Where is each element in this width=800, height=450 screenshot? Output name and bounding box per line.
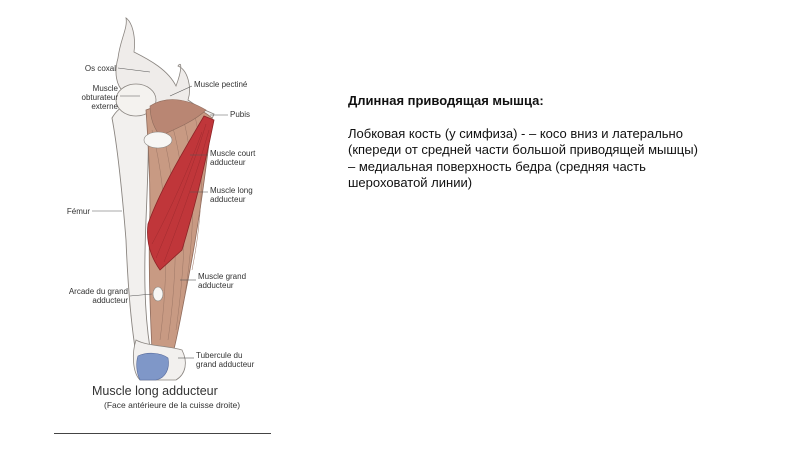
label-grand: Muscle grand adducteur	[198, 272, 247, 290]
label-femur: Fémur	[66, 207, 90, 216]
label-arcade: Arcade du grand adducteur	[68, 287, 128, 305]
description-heading: Длинная приводящая мышца:	[348, 93, 544, 108]
description-text	[348, 93, 768, 192]
label-court: Muscle court adducteur	[210, 149, 256, 167]
description-line-4: шероховатой линии)	[348, 175, 473, 190]
obturator-foramen	[144, 132, 172, 148]
femoral-condyle	[137, 353, 169, 380]
description-line-2: (кпереди от средней части большой приводящей мышцы)	[348, 142, 698, 157]
description-line-1: Лобковая кость (у симфиза) - – косо вниз и латерально	[348, 125, 683, 141]
figure-caption-subtitle: (Face antérieure de la cuisse droite)	[104, 400, 241, 410]
description-line-3: – медиальная поверхность бедра (средняя часть	[348, 158, 646, 174]
label-long: Muscle long adducteur	[210, 186, 253, 204]
label-os-coxal: Os coxal	[84, 64, 116, 73]
label-tubercule: Tubercule du grand adducteur	[196, 351, 255, 369]
label-pectine: Muscle pectiné	[194, 80, 248, 89]
caption-divider	[54, 433, 271, 434]
label-pubis: Pubis	[230, 110, 251, 119]
thigh-illustration	[0, 0, 300, 450]
figure-caption-title: Muscle long adducteur	[92, 384, 218, 398]
adductor-hiatus	[153, 287, 163, 301]
label-obturateur: Muscle obturateur externe	[81, 84, 118, 111]
anatomy-figure	[0, 0, 300, 450]
